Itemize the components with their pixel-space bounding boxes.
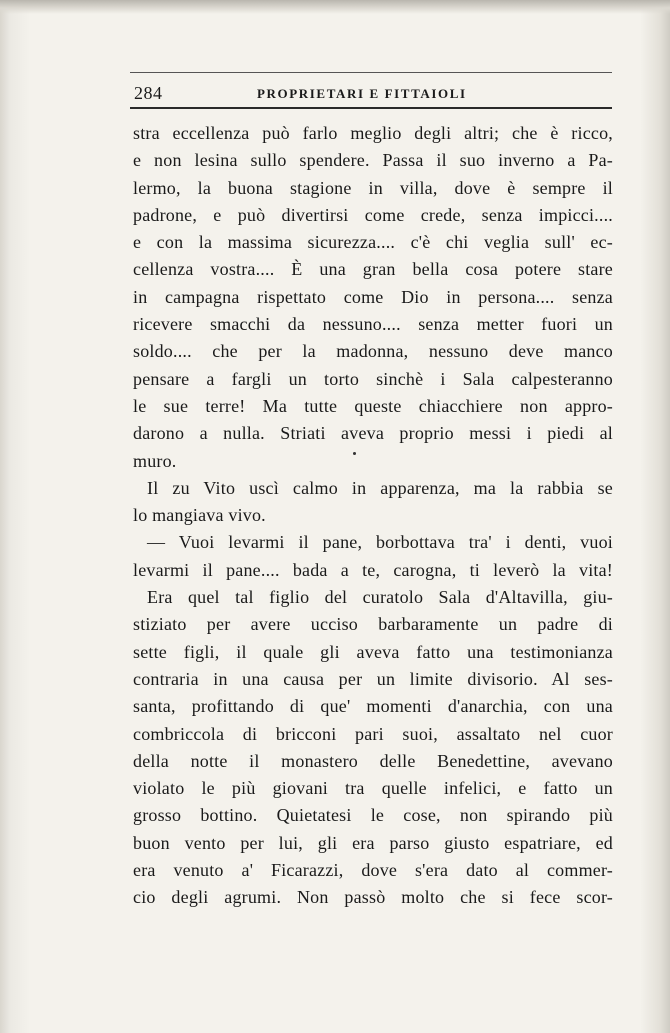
page-top-edge [0, 0, 670, 14]
running-title: PROPRIETARI E FITTAIOLI [257, 86, 467, 101]
text-line: Era quel tal figlio del curatolo Sala d'Altavilla, giu- [147, 587, 613, 608]
page-header [130, 72, 612, 109]
text-line: muro. [133, 450, 177, 471]
text-line: combriccola di bricconi pari suoi, assaltato nel cuor [133, 723, 613, 744]
text-line: e con la massima sicurezza.... c'è chi veglia sull' ec- [133, 232, 613, 253]
text-line: cellenza vostra.... È una gran bella cosa potere stare [133, 259, 613, 280]
text-line: in campagna rispettato come Dio in persona.... senza [133, 286, 613, 307]
text-line: lermo, la buona stagione in villa, dove è sempre il [133, 177, 613, 198]
text-line: cio degli agrumi. Non passò molto che si fece scor- [133, 887, 613, 908]
text-line: lo mangiava vivo. [133, 505, 266, 526]
text-line: e non lesina sullo spendere. Passa il suo inverno a Pa- [133, 150, 613, 171]
text-line: stiziato per avere ucciso barbaramente un padre di [133, 614, 613, 635]
body-text [133, 120, 613, 912]
text-line: ricevere smacchi da nessuno.... senza metter fuori un [133, 314, 613, 335]
header-rule [130, 107, 612, 109]
text-line: era venuto a' Ficarazzi, dove s'era dato al commer- [133, 860, 613, 881]
text-line: santa, profittando di que' momenti d'anarchia, con una [133, 696, 613, 717]
text-line: della notte il monastero delle Benedettine, avevano [133, 750, 613, 771]
text-line: sette figli, il quale gli aveva fatto una testimonianza [133, 641, 613, 662]
ink-fleck [353, 452, 356, 455]
text-line: soldo.... che per la madonna, nessuno deve manco [133, 341, 613, 362]
text-line: violato le più giovani tra quelle infelici, e fatto un [133, 778, 613, 799]
text-line: le sue terre! Ma tutte queste chiacchiere non appro- [133, 395, 613, 416]
text-line: levarmi il pane.... bada a te, carogna, ti leverò la vita! [133, 559, 613, 580]
page-number: 284 [134, 83, 163, 103]
text-line: stra eccellenza può farlo meglio degli altri; che è ricco, [133, 123, 613, 143]
text-line: grosso bottino. Quietatesi le cose, non spirando più [133, 805, 613, 826]
text-line: padrone, e può divertirsi come crede, senza impicci.... [133, 204, 613, 225]
text-line: contraria in una causa per un limite divisorio. Al ses- [133, 668, 613, 689]
text-line: buon vento per lui, gli era parso giusto espatriare, ed [133, 832, 613, 853]
text-line: pensare a fargli un torto sinchè i Sala calpesteranno [133, 368, 613, 389]
text-line: — Vuoi levarmi il pane, borbottava tra' i denti, vuoi [147, 532, 613, 553]
text-line: darono a nulla. Striati aveva proprio messi i piedi al [133, 423, 613, 444]
text-line: Il zu Vito uscì calmo in apparenza, ma la rabbia se [147, 477, 613, 498]
